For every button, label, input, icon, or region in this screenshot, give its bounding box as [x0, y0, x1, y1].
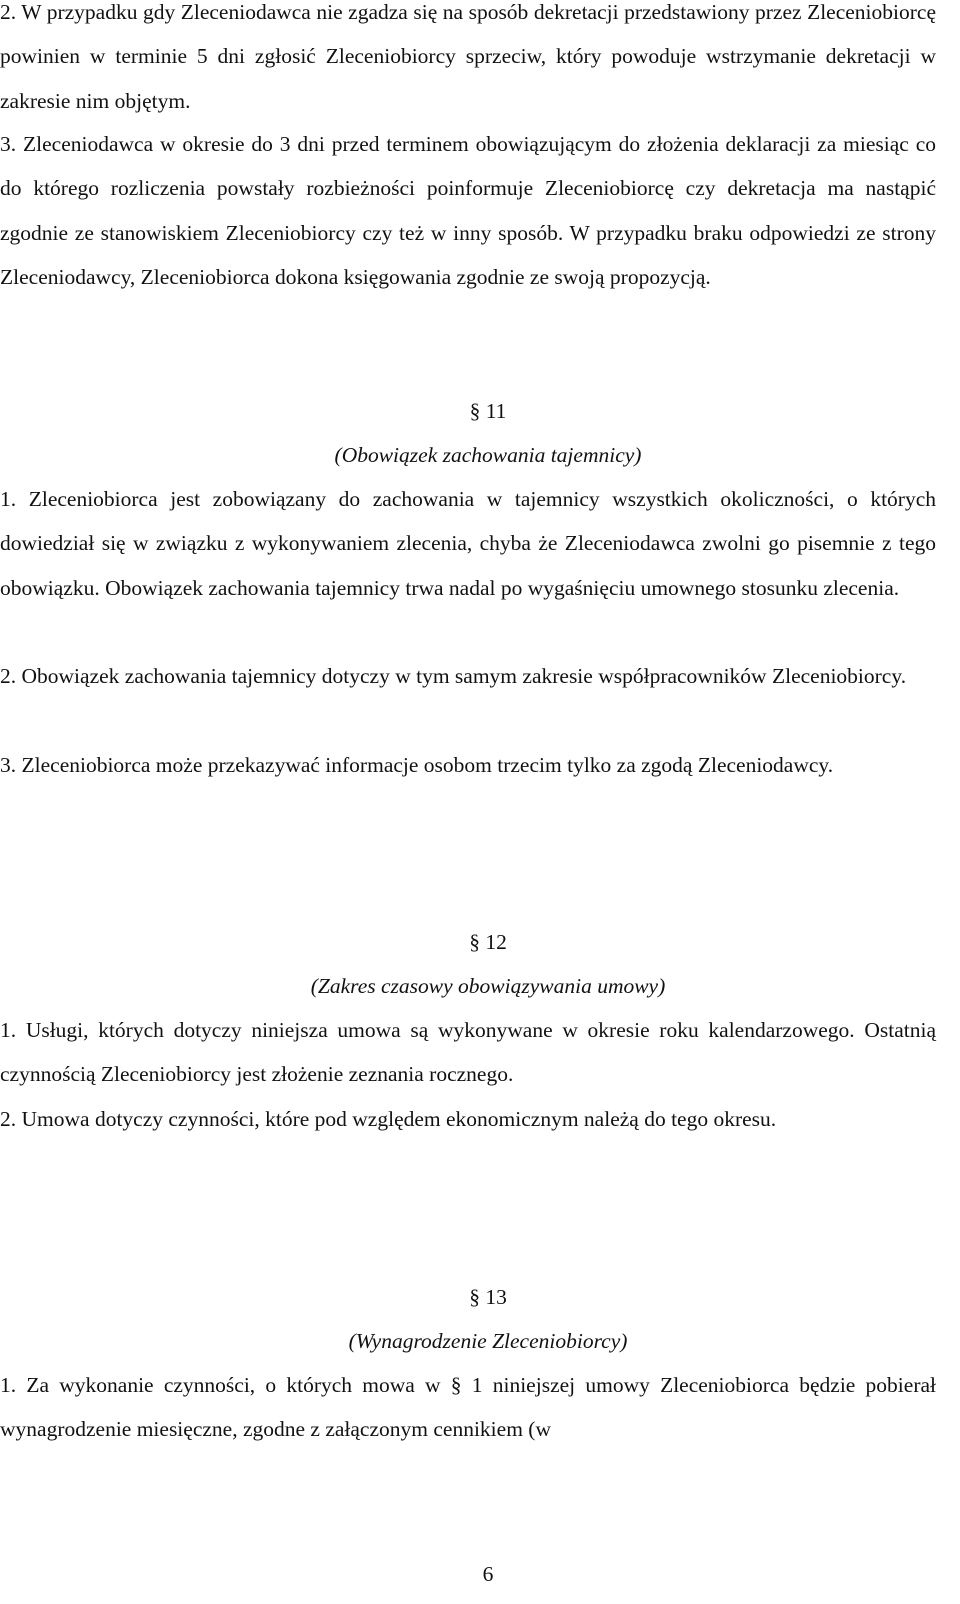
item-text: Zleceniodawca w okresie do 3 dni przed terminem obowiązującym do złożenia deklaracji za miesiąc co do którego rozliczenia powstały rozbieżności poinformuje Zleceniobiorcę czy dekretacja ma nastąpić zgodnie ze stanowiskiem Zleceniobiorcy czy też w inny sposób. W przypadku braku odpowiedzi ze strony Zleceniodawcy, Zleceniobiorca dokona księgowania zgodnie ze swoją propozycją.	[0, 132, 936, 290]
section-13-title: (Wynagrodzenie Zleceniobiorcy)	[348, 1329, 628, 1353]
item-number: 2.	[0, 1107, 17, 1131]
item-text: W przypadku gdy Zleceniodawca nie zgadza się na sposób dekretacji przedstawiony przez Zleceniobiorcę powinien w terminie 5 dni zgłosić Zleceniobiorcy sprzeciw, który powoduje wstrzymanie dekretacji w zakresie nim objętym.	[0, 0, 936, 113]
section-11-item-1	[0, 477, 936, 610]
item-text: Zleceniobiorca może przekazywać informacje osobom trzecim tylko za zgodą Zleceniodawcy.	[21, 753, 834, 777]
item-text: Obowiązek zachowania tajemnicy dotyczy w tym samym zakresie współpracowników Zleceniobiorcy.	[21, 664, 907, 688]
item-number: 1.	[0, 487, 17, 511]
section-12-item-1	[0, 1008, 936, 1097]
section-12-heading: § 12	[469, 930, 507, 954]
item-number: 3.	[0, 132, 17, 156]
item-number: 1.	[0, 1018, 17, 1042]
section-11-item-3	[0, 743, 936, 787]
item-text: Usługi, których dotyczy niniejsza umowa są wykonywane w okresie roku kalendarzowego. Ostatnią czynnością Zleceniobiorcy jest złożenie zeznania rocznego.	[0, 1018, 936, 1087]
item-text: Umowa dotyczy czynności, które pod względem ekonomicznym należą do tego okresu.	[21, 1107, 777, 1131]
item-number: 3.	[0, 753, 17, 777]
item-number: 2.	[0, 664, 17, 688]
section-11-title: (Obowiązek zachowania tajemnicy)	[334, 443, 642, 467]
section-10-item-3	[0, 122, 936, 300]
section-12-title: (Zakres czasowy obowiązywania umowy)	[310, 974, 666, 998]
section-11-item-2	[0, 654, 936, 698]
page-number: 6	[482, 1562, 494, 1586]
section-13-item-1	[0, 1363, 936, 1452]
section-11-heading: § 11	[469, 399, 507, 423]
section-13-heading: § 13	[469, 1285, 507, 1309]
item-text: Zleceniobiorca jest zobowiązany do zachowania w tajemnicy wszystkich okoliczności, o których dowiedział się w związku z wykonywaniem zlecenia, chyba że Zleceniodawca zwolni go pisemnie z tego obowiązku. Obowiązek zachowania tajemnicy trwa nadal po wygaśnięciu umownego stosunku zlecenia.	[0, 487, 937, 600]
section-10-item-2	[0, 0, 936, 123]
item-number: 2.	[0, 0, 17, 24]
item-text: Za wykonanie czynności, o których mowa w § 1 niniejszej umowy Zleceniobiorca będzie pobierał wynagrodzenie miesięczne, zgodne z załączonym cennikiem (w	[0, 1373, 936, 1442]
section-12-item-2	[0, 1097, 936, 1141]
item-number: 1.	[0, 1373, 17, 1397]
